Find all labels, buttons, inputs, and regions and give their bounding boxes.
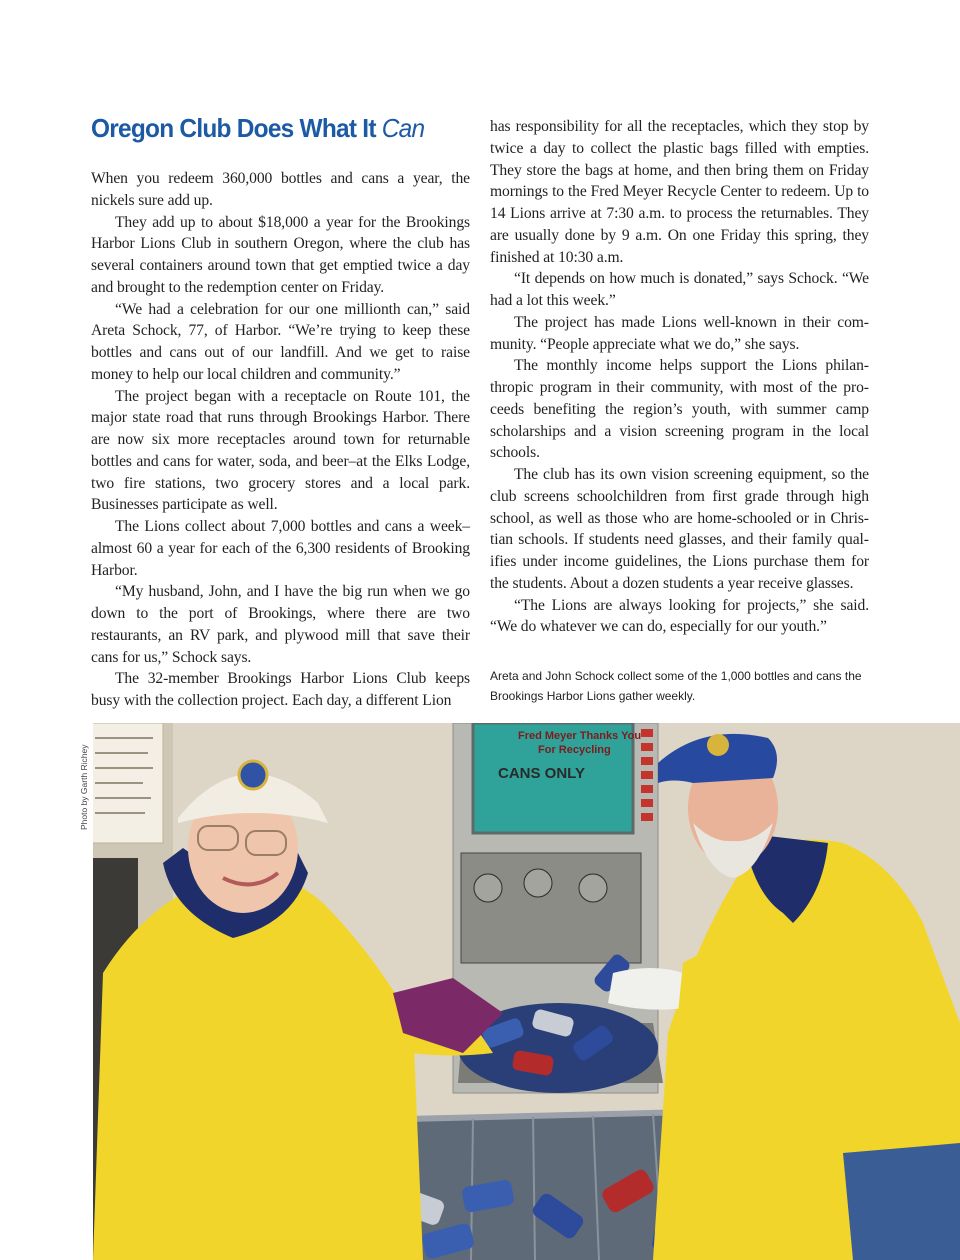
- paragraph: has responsibility for all the receptacles, which they stop by twice a day to collect the plastic bags filled with empties. They store the bags at home, and then bring them on Friday mornings to the Fred Meyer Recycle Center to redeem. Up to 14 Lions arrive at 7:30 a.m. to process the returnables. They are usually done by 9 a.m. On one Friday this spring, they finished at 10:30 a.m.: [490, 118, 869, 266]
- article-column-left: [91, 168, 470, 712]
- paragraph: “The Lions are always looking for projects,” she said. “We do whatever we can do, especially for our youth.”: [490, 596, 869, 636]
- paragraph: “My husband, John, and I have the big run when we go down to the port of Brookings, where there are two restaurants, an RV park, and plywood mill that save their cans for us,” Schock says.: [91, 583, 470, 666]
- paragraph: “It depends on how much is donated,” says Schock. “We had a lot this week.”: [490, 270, 869, 309]
- paragraph: The 32-member Brookings Harbor Lions Club keeps busy with the collection project. Each day, a different Lion: [91, 670, 470, 709]
- article-headline: [91, 113, 424, 144]
- paragraph: The Lions collect about 7,000 bottles and cans a week–almost 60 a year for each of the 6,300 residents of Brooking Harbor.: [91, 518, 470, 579]
- headline-italic: Can: [381, 113, 425, 143]
- machine-sign-line2: For Recycling: [538, 744, 611, 756]
- photo-illustration: [93, 723, 960, 1260]
- machine-sign-line3: CANS ONLY: [498, 765, 585, 782]
- paragraph: The monthly income helps support the Lions philanthropic program in their community, with most of the proceeds benefiting the region’s youth, with summer camp scholarships and a vision screening program in the local schools.: [490, 357, 869, 462]
- paragraph: The project began with a receptacle on Route 101, the major state road that runs through Brookings Harbor. There are now six more receptacles around town for returnable bottles and cans for water, soda, and beer–at the Elks Lodge, two fire stations, two grocery stores and a local park. Businesses participate as well.: [91, 387, 470, 514]
- article-column-right: [490, 116, 869, 638]
- wall-notice: [93, 723, 163, 843]
- paragraph: They add up to about $18,000 a year for the Brookings Harbor Lions Club in southern Oregon, where the club has several containers around town that get emptied twice a day and brought to the redemption center on Friday.: [91, 213, 470, 296]
- headline-text: Oregon Club Does What It: [91, 113, 382, 143]
- photo-caption: Areta and John Schock collect some of the 1,000 bottles and cans the Brookings Harbor Lions gather weekly.: [490, 669, 862, 703]
- photo-credit: Photo by Garth Richey: [79, 744, 89, 830]
- paragraph: The club has its own vision screening equipment, so the club screens schoolchildren from first grade through high school, as well as those who are home-schooled or in Christian schools. If students need glasses, and their family qualifies under income guidelines, the Lions purchase them for the students. About a dozen students a year receive glasses.: [490, 466, 869, 592]
- paragraph: The project has made Lions well-known in their community. “People appreciate what we do,” she says.: [490, 313, 869, 353]
- machine-sign-line1: Fred Meyer Thanks You: [518, 730, 642, 742]
- paragraph: “We had a celebration for our one millionth can,” said Areta Schock, 77, of Harbor. “We’re trying to keep these bottles and cans out of our landfill. And we get to raise money to help our local children and community.”: [91, 300, 470, 383]
- paragraph: When you redeem 360,000 bottles and cans a year, the nickels sure add up.: [91, 170, 470, 209]
- article-photo: [93, 723, 960, 1260]
